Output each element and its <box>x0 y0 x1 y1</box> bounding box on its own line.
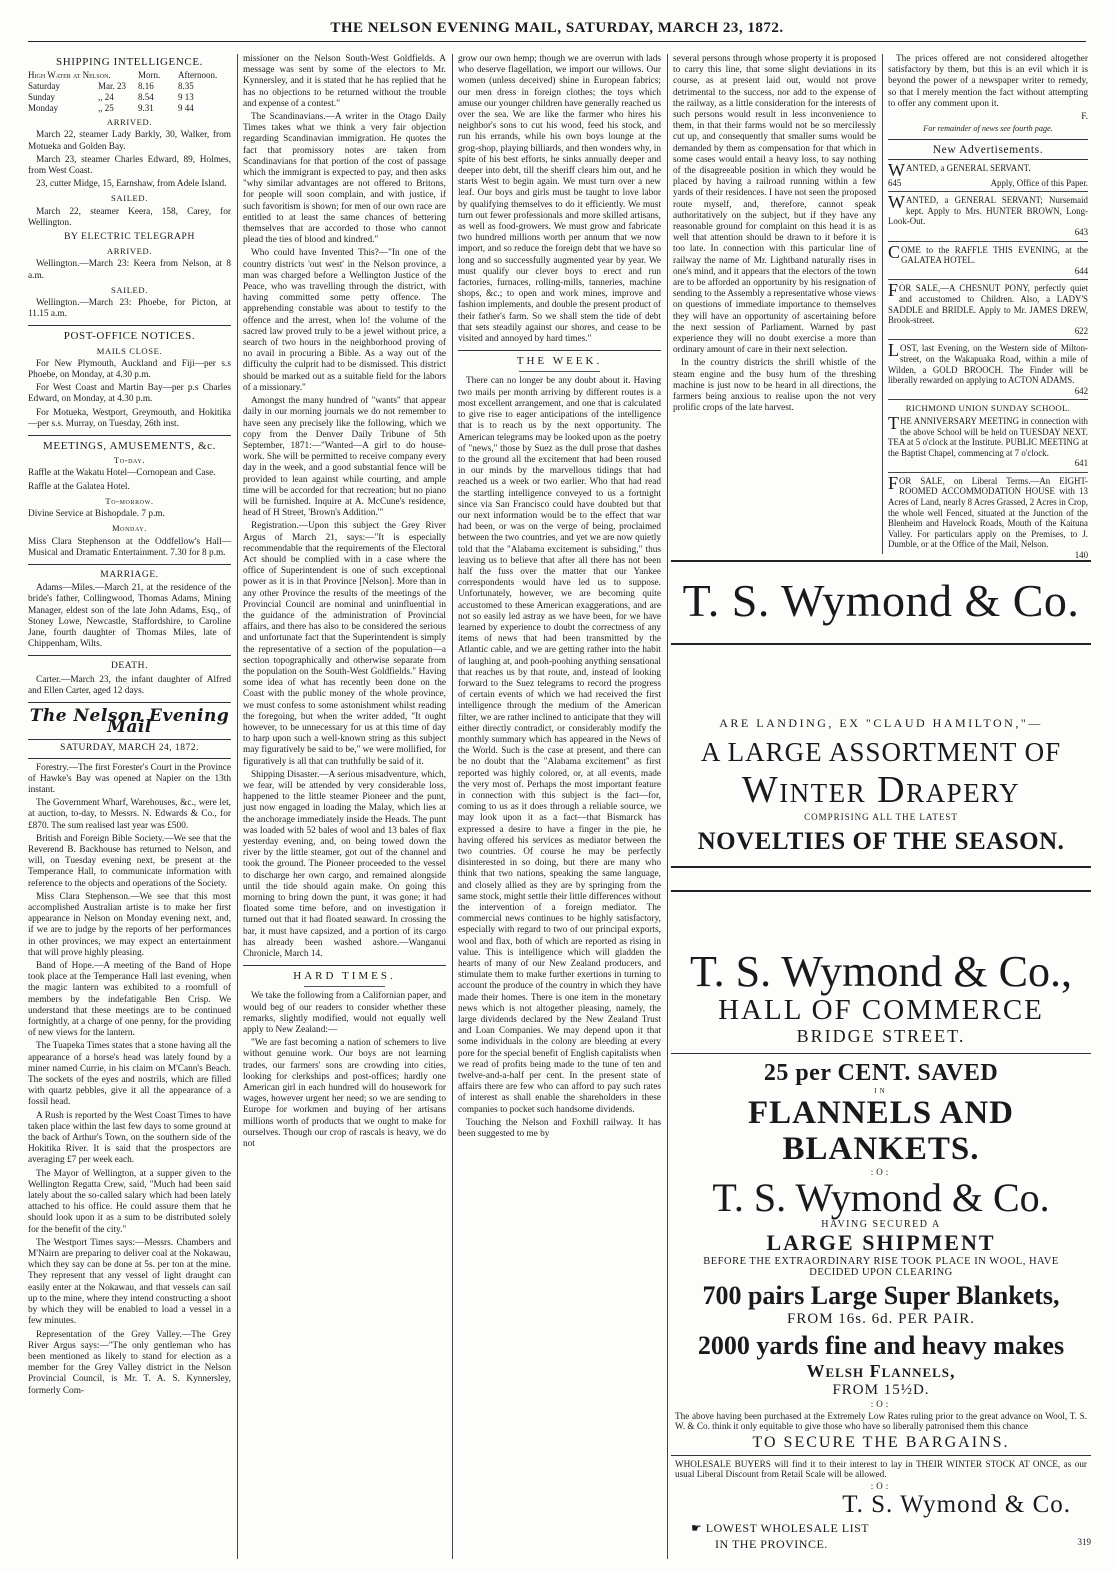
signature: F. <box>1081 112 1088 123</box>
pointing-hand-icon: ☛ <box>691 1521 702 1535</box>
column-5 <box>888 54 1088 561</box>
news-paragraph: There can no longer be any doubt about it. Having two mails per month arriving by different routes is a most excellent arrangement, and one that is calculated to give rise to eager anticipations of the intelligence that is to reach us by the next opportunity. The American telegrams may be looked upon as the poetry of "news," those by Suez as the dull prose that dashes to the ground all the excitement that had been roused in our minds by the marvellous tidings that had reached us a week or two earlier. Who that had read the startling intelligence conveyed to us a fortnight since via San Francisco could have doubted but that our next information would be to the effect that war had been, or was on the verge of being, proclaimed between the two countries, and yet we are now quietly told that the "Alabama excitement is subsiding," thus leaving us to believe that after all there has not been half the fuss over the matter that our Yankee correspondents would have led us to suppose. Unfortunately, however, we are becoming quite accustomed to these American exaggerations, and are not so easily led astray as we have been, for we have learned by experience to doubt the correctness of any items of news that had been transmitted by the Atlantic cable, and we are getting rather into the habit of laughing at, and pooh-poohing anything sensational that reaches us by that route, and, instead of looking forward to the Suez telegrams to record the progress of certain events of which we had received the first intelligence through the medium of the American filter, we are rather inclined to anticipate that they will either directly contradict, or considerably modify the monthly summary which has appeared in the News of the World. Such is the case at present, and there can be no doubt that the "Alabama excitement" as first reported was highly colored, or, at all events, made the very most of. Perhaps the most important feature in connection with this subject is the fact—for, coming to us as it does through a reliable source, we may look upon it as a fact—that Bismarck has expressed a desire to have a finger in the pie, he having offered his services as mediator between the two countries. Of course he may be perfectly disinterested in so doing, but there are many who think that two nations, speaking the same language, and closely allied as they are by springing from the same stock, might settle their little differences without the intervention of a foreign mediator. The commercial news continues to be highly satisfactory, especially with regard to two of our principal exports, wool and flax, both of which are reported as rising in value. This is intelligence which will gladden the hearts of many of our New Zealand producers, and stimulate them to make further exertions in turning to account the produce of the country in which they have made their homes. There is one item in the monetary news which is not altogether pleasing, namely, the large dividends declared by the New Zealand Trust and Loan Companies. We may depend upon it that some individuals in the colony are bleeding at every pore for the special benefit of English capitalists when we read of profits being made to the tune of ten and twelve-and-a-half per cent. In the present state of affairs there are few who can afford to pay such rates of interest as shall enable the shareholders in these companies to pocket such handsome dividends. <box>458 376 661 1115</box>
news-paragraph: several persons through whose property it is proposed to carry this line, that some slight deviations in its course, as at present laid out, would not prove detrimental to the success, nor add to the expense of the railway, as a little consideration for the interests of such persons would result in less inconvenience to them, in that their farms would not be so mercilessly cut up, and consequently that smaller sums would be demanded by them as compensation for that which in some cases would entail a heavy loss, to say nothing of the disagreeable position in which they would be placed by having a railroad running within a few yards of their residences. I have not seen the proposed route myself, and, therefore, cannot speak authoritatively on the subject, but if they have any reasonable ground for complaint on this head it is as well that attention should be drawn to it before it is too late. In connection with this particular line of railway the name of Mr. Lightband naturally rises in one's mind, and it appears that the electors of the town are to be afforded an opportunity by his resignation of sending to the Assembly a representative whose views on questions of immediate importance to themselves they will have an opportunity of ascertaining before the next session of Parliament. Warned by past experience they will no doubt exercise a more than ordinary amount of care in their next selection. <box>673 54 876 356</box>
mail-item: For Motueka, Westport, Greymouth, and Hokitika—per s.s. Murray, on Tuesday, 26th inst. <box>28 407 231 429</box>
news-paragraph: Registration.—Upon this subject the Grey River Argus of March 21, says:—"It is especially recommendable that the requirements of the Electoral Act should be complied with in a case where the office of Superintendent is one of such exceptional power as it is in that Province [Nelson]. More than in any other Province the results of the meetings of the Provincial Council are nominal and uninfluential in the guidance of the administration of Provincial affairs, and there has also to be considered the serious and unfortunate fact that the Superintendent is simply the representative of a section of the population—a section topographically and otherwise separate from the population on the South-West Goldfields." Having some idea of what has recently been done on the Coast with the public money of the whole province, we must confess to some astonishment whilst reading the foregoing, but when the writer added, "It ought however, to be unnecessary for us at this time of day to harp upon such a well-known string as this subject may figuratively be said to be," we were mollified, for figuratively is all that can truthfully be said of it. <box>243 521 446 767</box>
classified-ad: COME to the RAFFLE THIS EVENING, at the GALATEA HOTEL. 644 <box>888 242 1088 281</box>
wymond-name: T. S. Wymond & Co. <box>842 1491 1071 1518</box>
news-paragraph: Amongst the many hundred of "wants" that appear daily in our morning journals we do not remember to have seen any precisely like the following, which we copy from the Denver Daily Tribune of 5th September, 1871:—"Wanted—A girl to do house-work. She will be permitted to receive company every day in the week, and a good substantial fence will be provided to lean against while courting, and ample time will be accorded for that recreation; but no piano will be furnished. Inquire at A. McCune's residence, head of H Street, 'Brown's Addition.'" <box>243 396 446 519</box>
the-week-title: THE WEEK. <box>516 355 603 368</box>
mails-close-title: MAILS CLOSE. <box>96 345 163 356</box>
column-4 <box>673 54 876 574</box>
wymond-name: T. S. Wymond & Co. <box>682 575 1080 626</box>
death-text: Carter.—March 23, the infant daughter of Alfred and Ellen Carter, aged 12 days. <box>28 674 231 696</box>
meeting-item: Divine Service at Bishopdale. 7 p.m. <box>28 509 165 520</box>
tide-row: Sunday ,, 24 8.54 9 13 <box>28 92 194 103</box>
tide-row: Saturday Mar. 23 8.16 8.35 <box>28 81 194 92</box>
news-paragraph: The Mayor of Wellington, at a supper given to the Wellington Regatta Crew, said, "Much had been said lately about the so-called salary which had been lately attached to his office. He could assure them that he should look upon it as a sum to be distributed solely for the benefit of the city." <box>28 1168 231 1235</box>
mail-item: For West Coast and Martin Bay—per p.s Charles Edward, on Monday, at 4.30 p.m. <box>28 383 231 405</box>
shipping-title: SHIPPING INTELLIGENCE. <box>55 56 204 68</box>
tide-header: High Water at Nelson. Morn. Afternoon. <box>28 70 218 81</box>
tel-arrived-title: ARRIVED. <box>106 246 153 257</box>
classified-ad: RICHMOND UNION SUNDAY SCHOOL. T HE ANNIVERSARY MEETING in connection with the above School will be held on TUESDAY NEXT. TEA at 5 o'clock at the Institute. PUBLIC MEETING at the Baptist Chapel, commencing at 7 o'clock. 641 <box>888 400 1088 473</box>
tel-sailed-title: SAILED. <box>111 284 148 295</box>
news-paragraph: Touching the Nelson and Foxhill railway. It has been suggested to me by <box>458 1117 661 1140</box>
tel-arrived: Wellington.—March 23: Keera from Nelson, at 8 a.m. <box>28 259 231 281</box>
monday-title: Monday. <box>111 523 148 534</box>
meetings-title: MEETINGS, AMUSEMENTS, &c. <box>43 440 216 453</box>
news-paragraph: We take the following from a Californian paper, and would beg of our readers to consider whether these remarks, slightly modified, would not equally well apply to New Zealand:— <box>243 991 446 1036</box>
column-1 <box>28 54 231 1559</box>
wymond-name: T. S. Wymond & Co. <box>712 1175 1050 1220</box>
news-paragraph: A Rush is reported by the West Coast Times to have taken place within the last few days to some ground at the back of Arthur's Town, on the southern side of the Hokitika River. It is said that the prospectors are averaging £7 per week each. <box>28 1110 231 1166</box>
marriage-title: MARRIAGE. <box>100 569 159 580</box>
classified-ad: WANTED, a GENERAL SERVANT. 645 Apply, Office of this Paper. <box>888 160 1088 193</box>
classified-ad: LOST, last Evening, on the Western side of Milton-street, on the Wakapuaka Road, within a mile of Wilden, a GOLD BROOCH. The Finder will be liberally rewarded on applying to ACTON ADAMS. 642 <box>888 340 1088 400</box>
today-title: To-day. <box>113 455 146 466</box>
sailed-item: March 22, steamer Keera, 158, Carey, for Wellington. <box>28 206 231 228</box>
news-paragraph: Shipping Disaster.—A serious misadventure, which, we fear, will be attended by very considerable loss, happened to the little steamer Pioneer and the punt, just now engaged in loading the Malay, which lies at the anchorage immediately inside the Heads. The punt was loaded with 52 bales of wool and 13 bales of flax yesterday evening, and, on being towed down the river by the little steamer, got out of the channel and took the ground. The Pioneer proceeded to the vessel to discharge her own cargo, and remained alongside until the tide should again make. On going this morning to bring down the punt, it was gone; it had floated some time before, and on investigation it turned out that it had floated seaward. In crossing the bar, it must have capsized, and a portion of its cargo has already been washed ashore.—Wanganui Chronicle, March 14. <box>243 769 446 960</box>
meeting-item: Raffle at the Wakatu Hotel—Cornopean and Case. <box>28 468 216 479</box>
classified-ad: FOR SALE, on Liberal Terms.—An EIGHT-ROOMED ACCOMMODATION HOUSE with 13 Acres of Land, nearly 8 Acres Grassed, 2 Acres in Crop, the whole well Fenced, situated at the Junction of the Blenheim and Havelock Roads, Mouth of the Kaituna Valley. For particulars apply on the Premises, to J. Dumble, or at the Office of the Mail, Nelson. 140 <box>888 472 1088 561</box>
marriage-text: Adams—Miles.—March 21, at the residence of the bride's father, Collingwood, Thomas Adams, Mining Manager, eldest son of the late John Adams, Esq., of Stoney Lowe, Newcastle, Staffordshire, to Caroline Jane, fourth daughter of Thomas Miles, late of Chippenham, Wilts. <box>28 583 231 650</box>
news-paragraph: The Government Wharf, Warehouses, &c., were let, at auction, to-day, to Messrs. N. Edwards & Co., for £870. The sum realised last year was £500. <box>28 798 231 831</box>
news-paragraph: The Westport Times says:—Messrs. Chambers and M'Nairn are preparing to deliver coal at the Nokawau, which they say can be done at 5s. per ton at the mine. They represent that any vessel of light draught can easily enter at the Nokawau, and that vessels can sail up to the mine, where they intend constructing a shoot by which they will be enabled to load a vessel in a few minutes. <box>28 1237 231 1327</box>
news-paragraph: British and Foreign Bible Society.—We see that the Reverend B. Backhouse has returned to Nelson, and will, on Tuesday evening next, be present at the Temperance Hall, to communicate information with reference to the objects and operations of the Society. <box>28 833 231 889</box>
sailed-title: SAILED. <box>111 193 148 204</box>
news-paragraph: In the country districts the shrill whistle of the steam engine and the busy hum of the threshing machine is just now to be heard in all directions, the farmers being anxious to realise upon the not very prolific crops of the late harvest. <box>673 358 876 414</box>
news-paragraph: "We are fast becoming a nation of schemers to live without genuine work. Our boys are not learning trades, our farmers' sons are crowding into cities, looking for clerkships and post-offices; hardly one American girl in each hundred will do housework for wages, however urgent her need; so we are sending to Europe for workmen and buying of her artisans millions worth of products that we ought to make for ourselves. Though our crop of rascals is heavy, we do not <box>243 1038 446 1150</box>
arrival-item: March 22, steamer Lady Barkly, 30, Walker, from Motueka and Golden Bay. <box>28 130 231 152</box>
news-paragraph: The Scandinavians.—A writer in the Otago Daily Times takes what we think a very fair objection regarding Scandinavian immigration. He quotes the fact that promissory notes are taken from Scandinavians for that portion of the cost of passage which the immigrant is expected to pay, and then asks "why similar advantages are not offered to Britons, for people will soon complain, and with justice, if such favoritism is shown; for men of our own race are entitled to at least the same chances of bettering themselves that are accorded to those who cannot plead the ties of blood and kindred." <box>243 112 446 246</box>
wymond-name: T. S. Wymond & Co., <box>690 947 1072 996</box>
arrival-item: 23, cutter Midge, 15, Earnshaw, from Adele Island. <box>36 179 227 190</box>
news-paragraph: Miss Clara Stephenson.—We see that this most accomplished Australian artiste is to make her first appearance in Nelson on Monday evening next, and, if we are to judge by the reports of her performances in other provinces, we may expect an entertainment that will prove highly pleasing. <box>28 891 231 958</box>
paper-nameplate: The Nelson Evening Mail <box>29 705 230 738</box>
news-paragraph: Representation of the Grey Valley.—The Grey River Argus says:—"The only gentleman who has been mentioned as likely to stand for election as a member for the Grey Valley district in the Nelson Provincial Council, is Mr. T. A. S. Kynnersley, formerly Com- <box>28 1329 231 1396</box>
column-2 <box>243 54 446 1559</box>
wymond-ad-3: T. S. Wymond & Co., HALL OF COMMERCE BRIDGE STREET. 25 per CENT. SAVED IN FLANNELS AND BLANKETS. :O: T. S. Wymond & Co. HAVING SECURED A LARGE SHIPMENT BEFORE THE EXTRAORDINARY RISE TOOK PLACE IN WOOL, HAVE DECIDED UPON CLEARING 700 pairs Large Super Blankets, FROM 16s. 6d. PER PAIR. 2000 yards fine and heavy makes Welsh Flannels, FROM 15½D. :O: The above having been purchased at the Extremely Low Rates ruling prior to the great advance on Wool, T. S. W. & Co. think it only equitable to give those who have so liberally patronised them this chance TO SECURE THE BARGAINS. WHOLESALE BUYERS will find it to their interest to lay in THEIR WINTER STOCK AT ONCE, as our usual Liberal Discount from Retail Scale will be allowed. :O: T. S. Wymond & Co. ☛ LOWEST WHOLESALE LIST IN THE PROVINCE. 319 <box>671 890 1091 1552</box>
death-title: DEATH. <box>110 661 149 672</box>
tomorrow-title: To-morrow. <box>105 495 154 506</box>
classified-ad: WANTED, a GENERAL SERVANT; Nursemaid kept. Apply to Mrs. HUNTER BROWN, Long-Look-Out. 643 <box>888 192 1088 241</box>
tel-sailed: Wellington.—March 23: Phoebe, for Picton, at 11.15 a.m. <box>28 298 231 320</box>
news-paragraph: Forestry.—The first Forester's Court in the Province of Hawke's Bay was opened at Napier on the 13th instant. <box>28 762 231 795</box>
news-paragraph: Band of Hope.—A meeting of the Band of Hope took place at the Temperance Hall last evening, when the magic lantern was exhibited to a roomfull of members by the indefatigable Ben Crisp. We understand that these meetings are to be continued fortnightly, at a charge of one penny, for the providing of new views for the lantern. <box>28 961 231 1039</box>
meeting-item: Raffle at the Galatea Hotel. <box>28 481 130 492</box>
news-paragraph: The prices offered are not considered altogether satisfactory by them, but this is an evil which it is beyond the power of a newspaper writer to remedy, so that I merely mention the fact without attempting to offer any comment upon it. <box>888 54 1088 109</box>
paper-date: SATURDAY, MARCH 24, 1872. <box>28 739 231 758</box>
wymond-ad-2: ARE LANDING, EX "CLAUD HAMILTON,"— A LARGE ASSORTMENT OF Winter Drapery COMPRISING ALL THE LATEST NOVELTIES OF THE SEASON. <box>671 712 1091 868</box>
news-paragraph: grow our own hemp; though we are overrun with lads who deserve flagellation, we import our willows. Our women (unless deceived) shine in European fabrics; our men dress in foreign clothes; the toys which amuse our younger children have generally reached us over the sea. We are like the farmer who hires his neighbor's sons to cut his wood, feed his stock, and run his errands, while his own boys lounge at the grog-shop, playing billiards, and then wonders why, in spite of his best efforts, he sinks annually deeper and deeper into debt, till the sheriff clears him out, and he starts West to begin again. We must turn over a new leaf. Our boys and girls must be taught to love labor by qualifying themselves to do it efficiently. We must turn out fewer professionals and more skilled artisans, as well as food-growers. We must grow and fabricate two hundred millions worth per annum that we now import, and so reduce the foreign debt that we have so long and so successfully augmented year by year. We must qualify our clever boys to erect and run factories, furnaces, rolling-mills, tanneries, machine shops, &c.; to open and work mines, improve and fashion implements, and double the present product of their father's farm. So we shall stem the tide of debt that sets steadily against our shores, and cease to be visited and annoyed by hard times." <box>458 54 661 345</box>
news-paragraph: missioner on the Nelson South-West Goldfields. A message was sent by some of the electors to Mr. Kynnersley, and it is stated that he has replied that he has no objections to be returned without the trouble and expense of a contest." <box>243 54 446 109</box>
meeting-item: Miss Clara Stephenson at the Oddfellow's Hall—Musical and Dramatic Entertainment. 7.30 for 8 p.m. <box>28 536 231 558</box>
masthead: THE NELSON EVENING MAIL, SATURDAY, MARCH 23, 1872. <box>28 20 1086 42</box>
telegraph-title: BY ELECTRIC TELEGRAPH <box>64 232 195 243</box>
mail-item: For New Plymouth, Auckland and Fiji—per s.s Phoebe, on Monday, at 4.30 p.m. <box>28 358 231 381</box>
news-paragraph: The Tuapeka Times states that a stone having all the appearance of a horse's head was lately found by a miner named Currie, in his claim on M'Cann's Beach. The sockets of the eyes and nostrils, which are filled with quartz pebbles, give it all the appearance of a fossil head. <box>28 1041 231 1108</box>
tide-row: Monday ,, 25 9.31 9 44 <box>28 103 194 114</box>
new-ads-title: New Advertisements. <box>932 144 1044 157</box>
column-3 <box>458 54 661 1559</box>
tide-table <box>28 70 231 114</box>
news-paragraph: Who could have Invented This?—"In one of the country districts 'out west' in the Nelson province, a man was charged before a Wellington Justice of the Peace, who was travelling through the district, with having committed some petty offence. The apprehending constable was about to testify to the offence and the arrest, when lo! the volume of the sacred law proved truly to be a jewel without price, a search of two hours in the neighborhood proving of no avail in procuring a Bible. As a way out of the difficulty the culprit had to be dismissed. This district should be marked out as a suitable field for the labors of a missionary." <box>243 248 446 393</box>
arrival-item: March 23, steamer Charles Edward, 89, Holmes, from West Coast. <box>28 154 231 177</box>
classified-ad: FOR SALE,—A CHESNUT PONY, perfectly quiet and accustomed to Children. Also, a LADY'S SADDLE and BRIDLE. Apply to Mr. JAMES DREW, Brook-street. 622 <box>888 280 1088 340</box>
wymond-ad-1 <box>671 560 1091 645</box>
arrived-title: ARRIVED. <box>106 117 153 128</box>
post-office-title: POST-OFFICE NOTICES. <box>63 330 196 343</box>
continued-note: For remainder of news see fourth page. <box>923 124 1053 134</box>
hard-times-title: HARD TIMES. <box>293 970 396 983</box>
